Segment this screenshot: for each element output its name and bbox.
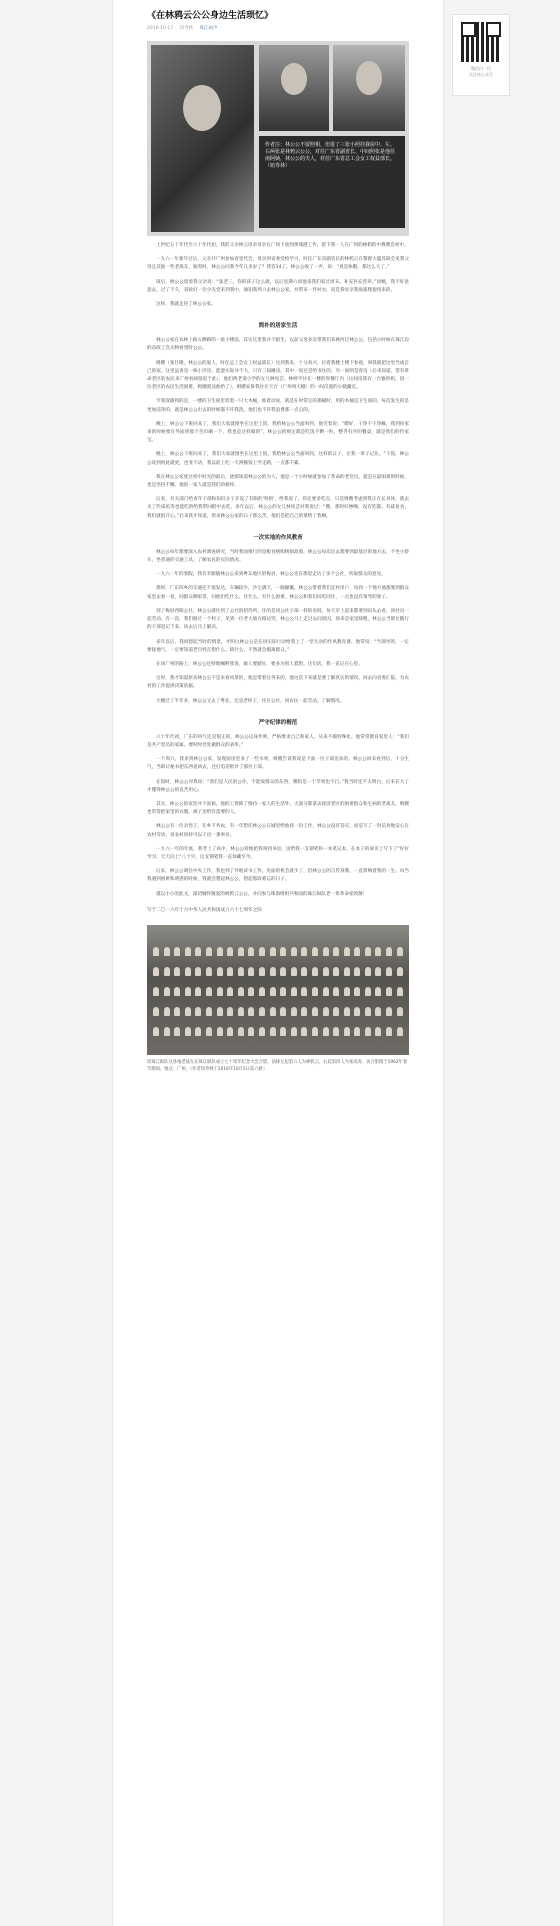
paragraph: 大概过了半年多，林公公又去了粤北，还是老样子，住在公社，同农民一起劳动，了解情况。 [156, 698, 345, 704]
paragraph: 在饭时，林公公对我说：“我们是人民的公仆，不能收群众的东西，哪怕是一个苹果也不行。”我当时还不太明白，后来长大了才懂得林公公的良苦用心。 [147, 779, 409, 793]
author-name: 钮寿林 [179, 26, 194, 31]
account-link[interactable]: 珠江画声 [199, 26, 218, 31]
section-heading: 一次实地的作风教育 [253, 534, 303, 541]
paragraph: 这样，我就走进了林公公家。 [156, 302, 216, 308]
paragraph: 林公公有一位亲侄子，在乡下务农，有一年想托林公公在城里给他找一份工作，林公公没有答应，而是写了一封信劝他安心在农村劳动，说农村同样可以干出一番事业。 [147, 824, 409, 838]
paragraph: 那时，广东四乡的交通还不很发达，车辆较少，沙尘满天，一路颠簸。林公公带着我们走村串户，每到一个地方他都要到群众家里去看一看，同群众聊家常，问他们吃什么、住什么，有什么困难。林公公和我们同吃同住，一点也没有领导的架子。 [147, 586, 409, 600]
paragraph: 这时，我才知道原来林公公不是来看风景的，他是带着任务来的，他这次下来就是要了解真实的情况，回去向省委汇报，为农村的工作提供决策依据。 [147, 676, 409, 690]
paragraph: 姆嫂（张仕隆，林公公的爱人，时任总工会女工权益部长）这到我来，十分高兴，拉着我楼上楼下参观，叫我就把这里当成自己的家。这里虽说是一栋小洋房，能蛮实际并不大，只有三间睡房，其中一间还是给书住的，另一间则是客房（后来知道，常有革命老区的农民来广州看病留宿于此），他们两老请小学的女儿林宛芸、林婷平住在一楼的厚餐厅内（这间房算有一台锥机机，因一位老区的农民生活困难，姆嫂就送他给了），姆嫂安排我住在天台（广州叫天棚）的一间仅置的小储藏室。 [147, 360, 409, 391]
group-photo-caption: 原珠江纵队及各地老战友在珠江纵队成立七十周年纪念大会合影，前排左起第六人为林鸦云，右起第四人为张成涛，该合影摄于1962年春节期间。地点：广州。（作者钮寿林于2016年10月5日第六排） [147, 1059, 408, 1072]
paragraph: 上世纪五十年代至六十年代初，我的父亲林云母亲母亲在广州下放到黄埔港工作，留下我一人在广州的林鸦的中教教会初中。 [156, 243, 409, 248]
paragraph: 谨以小小的此文，深切缅怀敬爱的林鸦云公公，并向参与珠海组织共和国的珠江纵队老一辈革命家致敬！ [156, 891, 368, 897]
paragraph: 六十年代初，广东的风气还是很正的，林公公以身作则，严格要求自己和家人，从来不搞特殊化。他常常教育家里人：“我们是共产党员的家属，要时时处处做群众的表率。” [147, 734, 409, 748]
paragraph: 林公公每年都要深入农村调查研究，当时我国推行的是粮食统购统销政策，林公公每次出去都要到最基层的地方去，不坐小轿车，坐普通的交通工具，了解农民的实际情况。 [147, 549, 409, 564]
hero-photo-collage [147, 41, 409, 236]
paragraph: 后来，林公公调任中央工作，我也到了外地读书工作，见面的机会就少了，但林公公的言传身教，一直影响着我的一生。每当我遇到困难和诱惑的时候，我就会想起林公公，想起那段难忘的日子。 [147, 869, 409, 883]
section-2 [147, 549, 409, 706]
paragraph: 一九六一年的年底，我考上了高中，林公公特地把我叫到书房，送给我一支钢笔和一本笔记本，在本子的扉页上写下了“好好学习，天天向上”八个字。这支钢笔我一直珍藏至今。 [147, 846, 409, 860]
paragraph: 晚上，林公公下班回来了，我们大家就围坐在这里上饭，我给林公公当面叫到，他笑着说：“嗯好，干净不干净嘛，我到你家来的时候要在外面将那个毛巾刷一下，我也是这样做的”。林公公的规定就是吃饭不剩一粒，整齐有序的餐桌，就是我们的传家宝。 [147, 421, 409, 444]
qr-caption-line-1: 微信扫一扫 [471, 66, 491, 71]
paragraph: 我在林公公家度过初中时光的最后，逐渐知道林公公的为人，他是一个小时候就参加了革命的老党员，就是在最困难的时候，也是坚持不懈，他的一家人就是我们的榜样。 [147, 474, 409, 489]
article-meta [147, 25, 409, 31]
paragraph: 令我深感到的是，一楼的卫生间里装着一只大木桶，推着动说，就是在时常定的那桶时，用的木桶是卫生间的，每次发生的是更加洁净的，就是林公公出去的时候都不许我洗，他们也不许我浪费那一点点的。 [147, 399, 409, 413]
qr-code-panel [452, 14, 510, 96]
paragraph: 在回广州的路上，林公公还特地嘱咐我说，做人要踏实，要多为别人着想。这句话，我一直记在心里。 [156, 661, 363, 667]
article-title: 《在林鸦云公公身边生活琐忆》 [147, 11, 274, 21]
paragraph: 多年以后，我回想起当时的情景，才明白林公公是在用实际行动给我上了一堂生动的作风教育课。他常说：“当领导的，一定要接地气，一定要知道老百姓在想什么、缺什么，不然就会脱离群众。” [147, 639, 409, 653]
qr-caption-line-2: 关注该公众号 [469, 72, 493, 77]
paragraph: 饭后，林公公留着我父亲说：“张老三，你的孩子这么做，以后星期六同他来我们家过周末，补充补充营养。”同她，我不好意思去，过了不久，省政府一位少先党来到我中，通知我周六去林公公家，并带来一件衬衣，说是我母亲我海浦爬抱用来的。 [147, 279, 409, 293]
paragraph: 到了梅县西阳公社，林公公就住到了公社的招待所，住的是同公社干部一样的房间，每天早上起来都要到田头去看，同社员一起劳动。有一次，我们路过一个村子，见到一位老大娘在路边哭，林公公马上走过去问原因，原来是家里缺粮，林公公当即让随行的干部登记下来，回去后马上解决。 [147, 608, 409, 631]
portrait-photo-left [151, 45, 254, 232]
paragraph: 一九六一年的暑假，我有幸跟随林公公来到粤东地区的梅县，林公公先在那里走访了多个公社，听取群众的意见。 [156, 572, 386, 578]
portrait-photo-woman [259, 45, 329, 131]
section-3 [147, 734, 409, 899]
group-photo [147, 925, 409, 1055]
publish-date: 2016-10-17 [147, 26, 174, 31]
intro-section [147, 242, 409, 309]
paragraph: 林公公家在农林上路五横路的一座小楼前，其实这里我并不陌生，以前父母多次带我们来林西过林公公，包括小时候在珠江边的省政工会关物看望时公公。 [147, 338, 409, 352]
closing-line: 写于二〇一六年十月中华人民共和国成立六十七周年之际 [147, 907, 262, 913]
paragraph: 一个周六，我来到林公公家，发现厨房里多了一些水果，姆嫂告诉我说是下面一位干部送来的。林公公回来看到后，十分生气，当即让秘书把东西退回去，还打电话批评了那位干部。 [147, 757, 409, 771]
paragraph: 晚上，林公公下班回来了，我们大家就围坐在这里上饭，我给林公公当面叫到，这样的日子，让我一辈子记住。“干饭，林公公说到初此就更，也变不动，我以前上吃一天两顿饭上学走路，一点都不累。 [147, 452, 409, 466]
qr-code-icon[interactable] [461, 22, 501, 62]
section-heading: 严守纪律的楷范 [258, 719, 298, 726]
section-heading: 简朴的居家生活 [258, 323, 298, 330]
article-body [147, 10, 409, 1077]
paragraph: 其实，林公公的家里并不富裕，他的工资除了维持一家人的生活外，大部分都拿去接济老区的困难群众和生病的老战友。姆嫂也常常把家里的衣服、被子送给有需要的人。 [147, 801, 409, 816]
portrait-photo-man [333, 45, 405, 131]
hero-caption: 作者注：林公公不留照相，但进了三张小照挂我屋中。左、右两张是林鸦云公公，对任广东省副省长、中间照张是他任南阿姨，林公公的夫人，对任广东省总工会女工权益部长。（钮寿林） [259, 136, 405, 228]
paragraph: 后来，有关部门给青年干部和知识分子开设了有限的'特供'，给我说了，你还要多吃点，只是姆嫂考虑到我正在长身体，就去买了些咸鱼等也能吃的给我带回附中去吃，多年以后，林公公的女儿林宛芸对我说过：“嫂，那时好惨啊，没有吃都，有咸鱼食，我们就很开心。”后来我才知道，原来林公公家的日子那么苦，他们是把自己的菜给了我啊。 [147, 497, 409, 519]
paragraph: 一九六一年新年过后，父亲开广州参加省党代会，母亲到省委党校学习，时任广东省副省长的林鸦云在黎群大厦苏联会见我父母且其他一些老战友，脑突时，林公公问我今年几多岁了？我答14了，林公公收了一声，说：“真是休暇，都这么大了。” [147, 257, 409, 271]
article-sheet [112, 0, 444, 1926]
section-1 [147, 337, 409, 521]
